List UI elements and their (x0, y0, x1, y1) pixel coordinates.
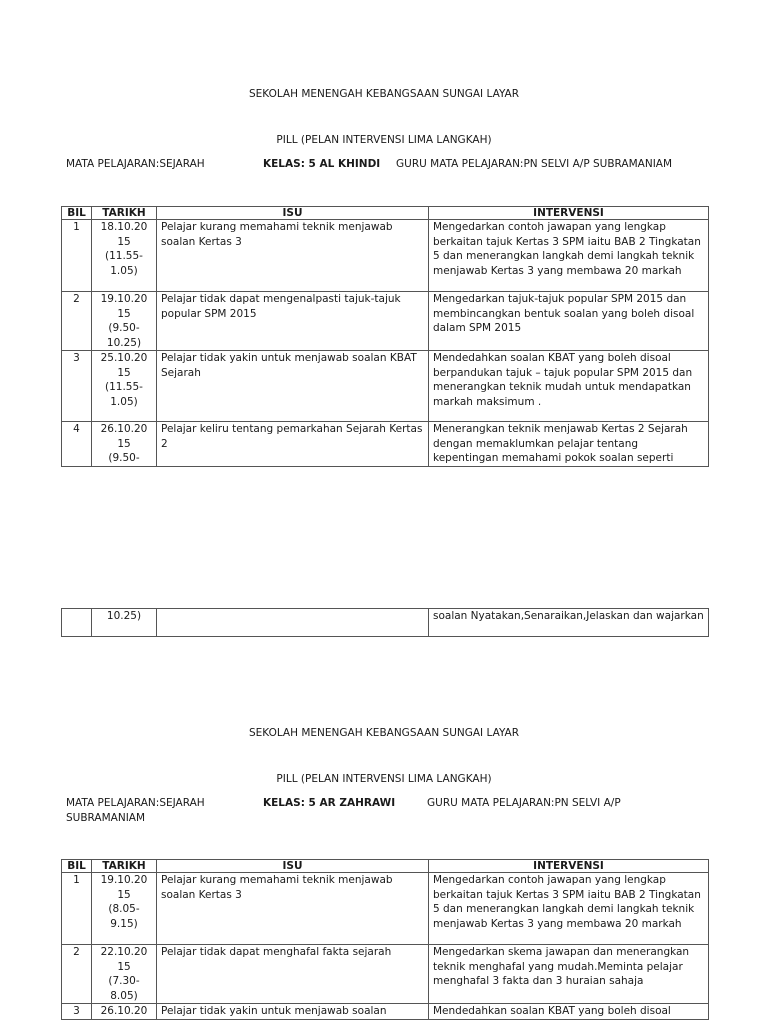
row-isu: Pelajar kurang memahami teknik menjawab soalan Kertas 3 (157, 220, 429, 292)
row-intervensi: Mengedarkan contoh jawapan yang lengkap berkaitan tajuk Kertas 3 SPM iaitu BAB 2 Tingkatan 5 dan menerangkan langkah demi langkah teknik menjawab Kertas 3 yang membawa 20 markah (429, 873, 709, 945)
row-isu: Pelajar tidak yakin untuk menjawab soalan (157, 1004, 429, 1020)
subject-label: MATA PELAJARAN:SEJARAH (66, 158, 205, 170)
row-bil: 2 (62, 292, 92, 351)
table-header-row (62, 860, 709, 873)
row-isu: Pelajar tidak dapat menghafal fakta sejarah (157, 945, 429, 1004)
row-intervensi: Mendedahkan soalan KBAT yang boleh disoal (429, 1004, 709, 1020)
table-row (62, 292, 709, 351)
teacher-label: GURU MATA PELAJARAN:PN SELVI A/P (427, 797, 621, 809)
pill-table-1-continued (61, 608, 709, 637)
row-bil: 3 (62, 1004, 92, 1020)
table-row (62, 945, 709, 1004)
teacher-label-continued: SUBRAMANIAM (66, 812, 146, 824)
header-isu: ISU (157, 207, 429, 220)
table-header-row (62, 207, 709, 220)
table-row (62, 351, 709, 422)
row-intervensi: Mendedahkan soalan KBAT yang boleh disoal berpandukan tajuk – tajuk popular SPM 2015 dan menerangkan teknik mudah untuk mendapatkan markah maksimum . (429, 351, 709, 422)
row-bil: 4 (62, 422, 92, 467)
row-isu: Pelajar tidak dapat mengenalpasti tajuk-tajuk popular SPM 2015 (157, 292, 429, 351)
row-isu: Pelajar keliru tentang pemarkahan Sejarah Kertas 2 (157, 422, 429, 467)
row-isu (157, 609, 429, 637)
school-name-2: SEKOLAH MENENGAH KEBANGSAAN SUNGAI LAYAR (248, 727, 520, 739)
row-isu: Pelajar kurang memahami teknik menjawab soalan Kertas 3 (157, 873, 429, 945)
header-tarikh: TARIKH (92, 860, 157, 873)
row-intervensi: Mengedarkan tajuk-tajuk popular SPM 2015 dan membincangkan bentuk soalan yang boleh disoal dalam SPM 2015 (429, 292, 709, 351)
header-tarikh: TARIKH (92, 207, 157, 220)
row-tarikh: 19.10.20 15 (9.50- 10.25) (92, 292, 157, 351)
row-tarikh: 26.10.20 (92, 1004, 157, 1020)
row-bil: 1 (62, 220, 92, 292)
row-intervensi: Mengedarkan skema jawapan dan menerangkan teknik menghafal yang mudah.Meminta pelajar menghafal 3 fakta dan 3 huraian sahaja (429, 945, 709, 1004)
table-row (62, 609, 709, 637)
table-row (62, 873, 709, 945)
table-row (62, 422, 709, 467)
header-intervensi: INTERVENSI (429, 860, 709, 873)
class-label: KELAS: 5 AL KHINDI (263, 158, 381, 170)
row-tarikh: 18.10.20 15 (11.55- 1.05) (92, 220, 157, 292)
teacher-label: GURU MATA PELAJARAN:PN SELVI A/P SUBRAMANIAM (396, 158, 673, 170)
row-tarikh: 10.25) (92, 609, 157, 637)
school-name-1: SEKOLAH MENENGAH KEBANGSAAN SUNGAI LAYAR (248, 88, 520, 100)
row-intervensi: soalan Nyatakan,Senaraikan,Jelaskan dan wajarkan (429, 609, 709, 637)
row-tarikh: 19.10.20 15 (8.05- 9.15) (92, 873, 157, 945)
subject-label: MATA PELAJARAN:SEJARAH (66, 797, 205, 809)
row-tarikh: 25.10.20 15 (11.55- 1.05) (92, 351, 157, 422)
row-isu: Pelajar tidak yakin untuk menjawab soalan KBAT Sejarah (157, 351, 429, 422)
header-isu: ISU (157, 860, 429, 873)
row-bil: 1 (62, 873, 92, 945)
header-intervensi: INTERVENSI (429, 207, 709, 220)
row-intervensi: Mengedarkan contoh jawapan yang lengkap berkaitan tajuk Kertas 3 SPM iaitu BAB 2 Tingkatan 5 dan menerangkan langkah demi langkah teknik menjawab Kertas 3 yang membawa 20 markah (429, 220, 709, 292)
header-bil: BIL (62, 860, 92, 873)
row-intervensi: Menerangkan teknik menjawab Kertas 2 Sejarah dengan memaklumkan pelajar tentang kepentingan memahami pokok soalan seperti (429, 422, 709, 467)
header-bil: BIL (62, 207, 92, 220)
row-bil: 2 (62, 945, 92, 1004)
document-title-2: PILL (PELAN INTERVENSI LIMA LANGKAH) (276, 773, 492, 785)
row-tarikh: 22.10.20 15 (7.30- 8.05) (92, 945, 157, 1004)
row-tarikh: 26.10.20 15 (9.50- (92, 422, 157, 467)
row-bil: 3 (62, 351, 92, 422)
document-title-1: PILL (PELAN INTERVENSI LIMA LANGKAH) (276, 134, 492, 146)
table-row (62, 1004, 709, 1020)
row-bil (62, 609, 92, 637)
pill-table-2 (61, 859, 709, 1020)
pill-table-1 (61, 206, 709, 467)
class-label: KELAS: 5 AR ZAHRAWI (263, 797, 396, 809)
table-row (62, 220, 709, 292)
